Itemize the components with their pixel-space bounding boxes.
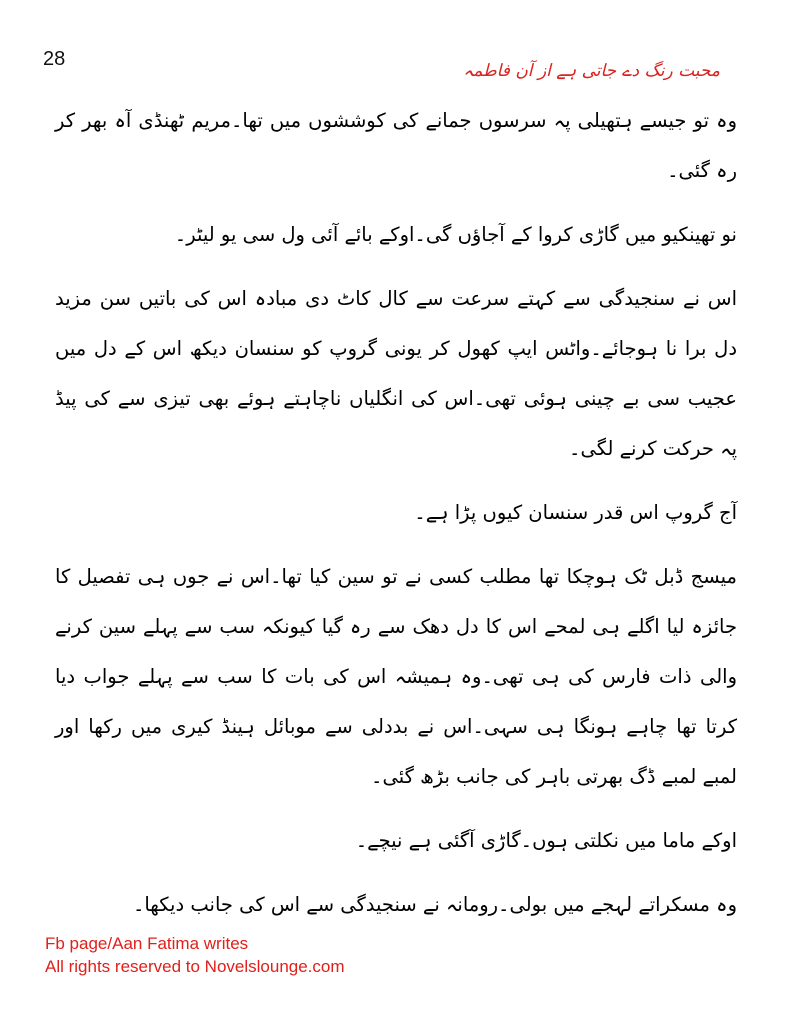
paragraph-3: اس نے سنجیدگی سے کہتے سرعت سے کال کاٹ دی مبادہ اس کی باتیں سن مزید دل برا نا ہوجائے۔واٹس ایپ کھول کر یونی گروپ کو سنسان دیکھ اس کے دل میں عجیب سی بے چینی ہوئی تھی۔اس کی انگلیاں ناچاہتے ہوئے بھی تیزی سے کی پیڈ پہ حرکت کرنے لگی۔ xyxy=(55,287,737,460)
paragraph-4: آج گروپ اس قدر سنسان کیوں پڑا ہے۔ xyxy=(414,501,737,524)
footer-rights: All rights reserved to Novelslounge.com xyxy=(45,957,345,976)
page-number: 28 xyxy=(43,48,66,70)
paragraph-1: وہ تو جیسے ہتھیلی پہ سرسوں جمانے کی کوششوں میں تھا۔مریم ٹھنڈی آہ بھر کر رہ گئی۔ xyxy=(55,109,737,182)
footer-fb-page: Fb page/Aan Fatima writes xyxy=(45,934,249,953)
paragraph-7: وہ مسکراتے لہجے میں بولی۔رومانہ نے سنجیدگی سے اس کی جانب دیکھا۔ xyxy=(132,893,737,916)
paragraph-2: نو تھینکیو میں گاڑی کروا کے آجاؤں گی۔اوکے بائے آئی ول سی یو لیٹر۔ xyxy=(174,223,737,246)
footer xyxy=(45,932,345,978)
paragraph-6: اوکے ماما میں نکلتی ہوں۔گاڑی آگئی ہے نیچے۔ xyxy=(355,829,737,852)
running-title: محبت رنگ دے جاتی ہے از آن فاطمہ xyxy=(463,61,720,81)
body-text xyxy=(55,96,737,930)
paragraph-5: میسج ڈبل ٹک ہوچکا تھا مطلب کسی نے تو سین کیا تھا۔اس نے جوں ہی تفصیل کا جائزہ لیا اگلے ہی لمحے اس کا دل دھک سے رہ گیا کیونکہ سب سے پہلے سین کرنے والی ذات فارس کی ہی تھی۔وہ ہمیشہ اس کی بات کا سب سے پہلے جواب دیا کرتا تھا چاہے ہونگا ہی سہی۔اس نے بددلی سے موبائل ہینڈ کیری میں رکھا اور لمبے لمبے ڈگ بھرتی باہر کی جانب بڑھ گئی۔ xyxy=(55,565,738,788)
